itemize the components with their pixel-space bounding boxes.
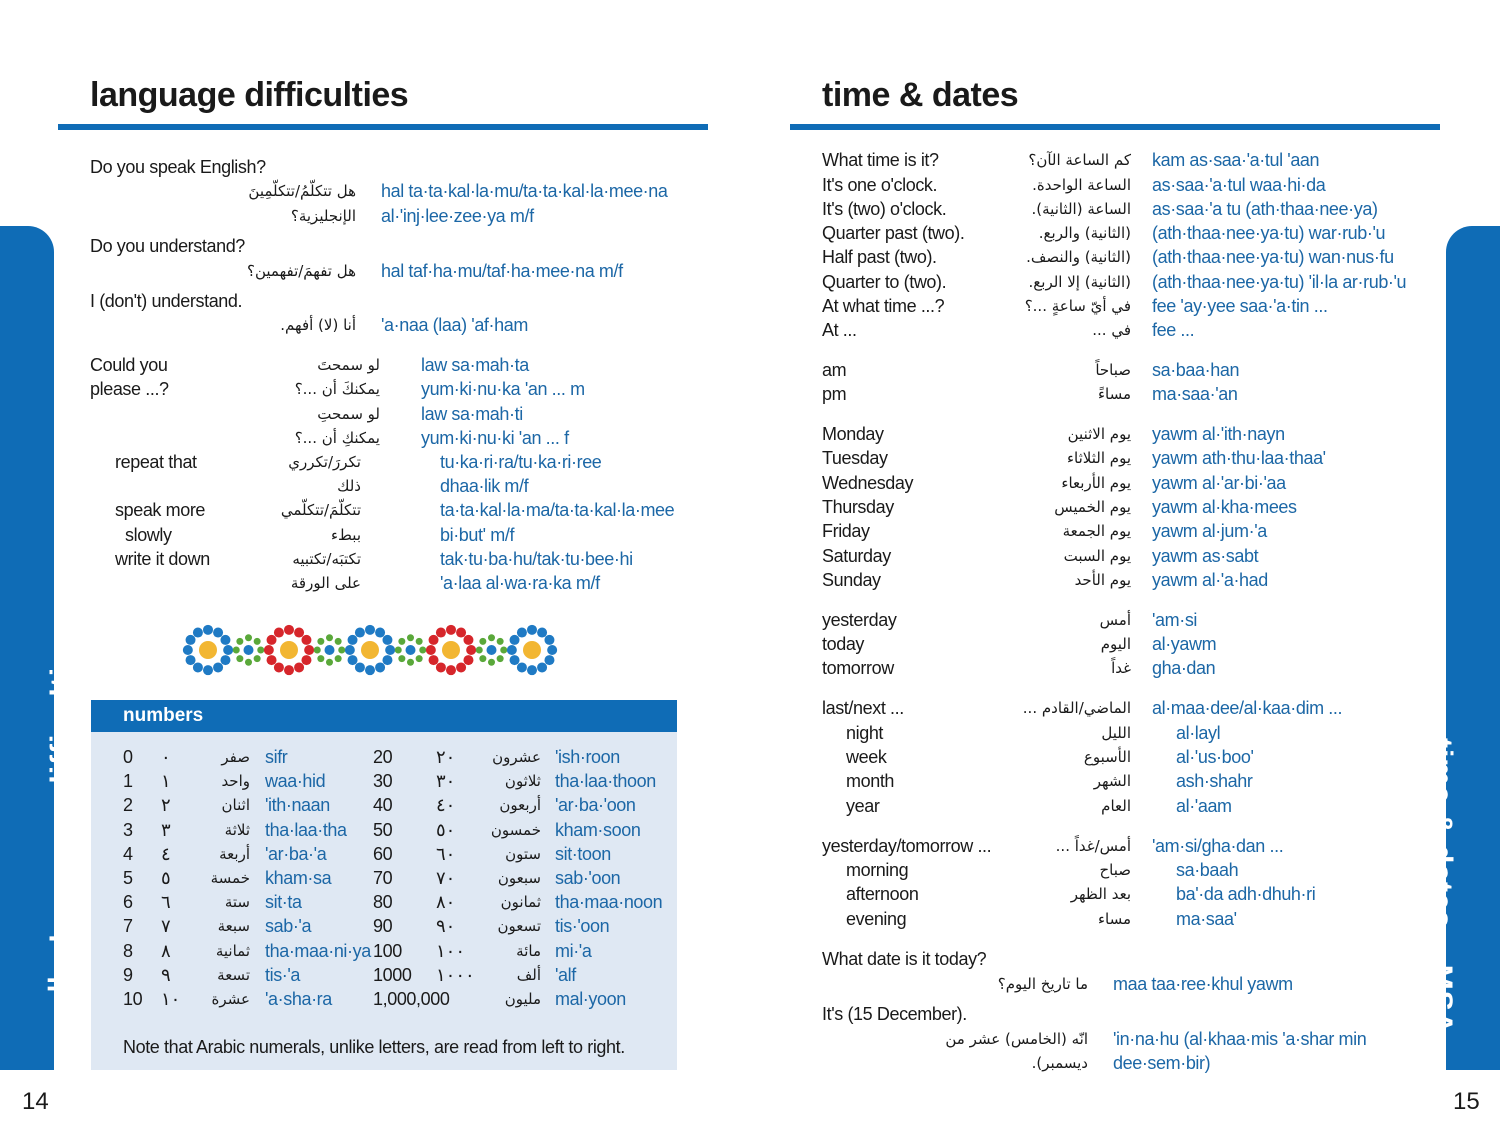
phrase-transliteration: as·saa·'a tu (ath·thaa·nee·ya) [1152,199,1378,219]
phrase-arabic: يوم الخميس [1054,498,1131,516]
phrase-transliteration: 'a·laa al·wa·ra·ka m/f [440,573,600,593]
phrase-transliteration: yum·ki·nu·ki 'an ... f [421,428,569,448]
ornament-rosette [426,625,476,675]
phrase-arabic: يوم الأربعاء [1061,474,1131,492]
phrase-english: week [846,747,887,767]
phrase-arabic: أمس/غداً ... [1055,837,1131,855]
phrase-transliteration: 'a·naa (laa) 'af·ham [381,315,528,335]
phrase-arabic: يوم الجمعة [1062,522,1131,540]
number-word-arabic: تسعة [217,965,250,984]
phrase-english: It's (15 December). [822,1004,967,1024]
phrase-transliteration: yawm ath·thu·laa·thaa' [1152,448,1326,468]
arabic-numeral: ٦ [161,892,171,913]
phrase-english: yesterday [822,610,897,630]
arabic-numeral: ٩ [161,964,171,985]
phrase-english: afternoon [846,884,919,904]
phrase-transliteration: bi·but' m/f [440,525,515,545]
phrase-arabic: اليوم [1100,635,1131,653]
phrase-transliteration: dee·sem·bir) [1113,1053,1211,1073]
phrase-arabic: هل تتكلّمُ/تتكلّمِينَ [248,182,356,200]
phrase-transliteration: law sa·mah·ti [421,404,523,424]
ornament-rosette [476,634,507,665]
phrase-transliteration: tu·ka·ri·ra/tu·ka·ri·ree [440,452,602,472]
phrase-arabic: هل تفهمَ/تفهمين؟ [246,262,356,280]
phrase-arabic: الماضي/القادم ... [1022,699,1131,717]
phrase-arabic: مساء [1097,910,1131,928]
phrase-arabic: ما تاريخ اليوم؟ [997,975,1088,993]
phrase-english: Saturday [822,546,891,566]
phrase-transliteration: yawm al·'a·had [1152,570,1268,590]
phrase-arabic: أنا (لا) أفهم. [280,316,356,334]
arabic-numeral: ٥٠ [436,819,456,840]
phrase-arabic: تتكلّمَ/تتكلّمي [280,501,361,519]
phrase-english: night [846,723,884,743]
page-title-left: language difficulties [90,76,409,114]
tab-label: العربية – language difficulties [45,631,78,1058]
number-digit: 8 [123,940,133,961]
number-transliteration: waa·hid [265,771,326,792]
ornament-rosette [264,625,314,675]
phrase-english: Quarter past (two). [822,223,965,243]
number-digit: 80 [373,892,393,913]
phrase-english: tomorrow [822,658,894,678]
number-transliteration: 'alf [555,964,576,985]
ornament-rosette [507,625,557,675]
phrase-arabic: انّه (الخامس) عشر من [945,1030,1088,1048]
number-transliteration: kham·soon [555,819,641,840]
phrase-arabic: الإنجليزية؟ [290,207,356,225]
number-digit: 70 [373,868,393,888]
number-word-arabic: سبعة [217,917,250,936]
arabic-numeral: ٣٠ [436,771,456,792]
phrase-transliteration: yawm al·kha·mees [1152,497,1297,517]
phrase-arabic: تكتبَه/تكتبيه [292,550,361,568]
number-word-arabic: مليون [504,990,541,1008]
phrase-arabic: تكررَ/تكرري [288,453,361,471]
number-digit: 6 [123,892,133,913]
phrase-english: At what time ...? [822,296,945,316]
phrase-arabic: الليل [1101,724,1131,742]
phrase-transliteration: yawm al·'ith·nayn [1152,424,1285,444]
phrase-transliteration: ta·ta·kal·la·ma/ta·ta·kal·la·mee [440,500,675,520]
arabic-numeral: ٦٠ [436,843,456,864]
number-word-arabic: واحد [221,772,250,791]
phrase-arabic: يمكنكِ أن ...؟ [294,429,380,447]
ornament-border [178,618,563,682]
phrase-transliteration: fee 'ay·yee saa·'a·tin ... [1152,296,1328,316]
phrase-transliteration: al·'aam [1176,796,1232,816]
number-transliteration: tis·'a [265,964,301,985]
number-digit: 1 [123,771,133,792]
section-tab-left[interactable] [0,226,78,1070]
number-word-arabic: عشرة [211,990,250,1008]
phrase-transliteration: maa taa·ree·khul yawm [1113,974,1293,994]
number-digit: 0 [123,747,133,767]
phrase-transliteration: kam as·saa·'a·tul 'aan [1152,150,1320,170]
phrase-transliteration: sa·baa·han [1152,360,1240,380]
arabic-numeral: ١٠٠٠ [436,964,475,985]
number-digit: 90 [373,916,393,937]
phrase-transliteration: yawm as·sabt [1152,546,1259,566]
number-transliteration: 'a·sha·ra [265,989,332,1009]
phrase-english: evening [846,909,907,929]
phrase-arabic: يوم الثلاثاء [1067,449,1131,467]
phrase-transliteration: yawm al·'ar·bi·'aa [1152,473,1286,493]
phrase-transliteration: al·layl [1176,723,1221,743]
phrase-english: Half past (two). [822,247,937,267]
page-number: 15 [1453,1088,1480,1115]
phrase-arabic: في ... [1092,321,1131,339]
phrase-arabic: ديسمبر). [1031,1054,1088,1072]
phrase-english: am [822,360,847,380]
phrase-transliteration: sa·baah [1176,860,1239,880]
numbers-header: numbers [91,700,677,732]
phrase-arabic: على الورقة [290,574,361,592]
number-word-arabic: أربعون [499,796,541,815]
phrase-english: I (don't) understand. [90,291,243,311]
phrase-english: Thursday [822,497,894,517]
phrase-english: Monday [822,424,884,444]
phrase-transliteration: ma·saa' [1176,909,1237,929]
phrase-arabic: كم الساعة الآن؟ [1028,151,1131,169]
number-word-arabic: خمسة [210,869,250,887]
phrase-arabic: لو سمحتِ [317,405,380,423]
number-digit: 4 [123,843,133,864]
arabic-numeral: ٧ [161,916,171,937]
number-word-arabic: ستون [505,844,541,863]
phrase-transliteration: ma·saa·'an [1152,384,1238,404]
number-transliteration: sifr [265,747,288,767]
phrase-transliteration: 'in·na·hu (al·khaa·mis 'a·shar min [1113,1029,1367,1049]
number-digit: 2 [123,795,133,816]
phrase-english: month [846,771,895,791]
phrase-transliteration: 'am·si [1152,610,1198,630]
number-transliteration: 'ish·roon [555,747,620,767]
phrase-english: Sunday [822,570,881,590]
number-transliteration: tha·maa·ni·ya [265,940,371,961]
phrase-transliteration: al·'inj·lee·zee·ya m/f [381,206,534,226]
phrase-english: repeat that [115,452,197,472]
phrase-transliteration: tak·tu·ba·hu/tak·tu·bee·hi [440,549,633,569]
number-transliteration: sab·'oon [555,868,621,888]
arabic-numeral: ٣ [161,819,171,840]
page-number: 14 [22,1088,49,1115]
ornament-rosette [395,634,426,665]
number-transliteration: kham·sa [265,868,332,888]
phrase-transliteration: hal taf·ha·mu/taf·ha·mee·na m/f [381,261,623,281]
phrase-english: Tuesday [822,448,888,468]
numbers-note: Note that Arabic numerals, unlike letters, are read from left to right. [123,1037,625,1057]
ornament-rosette [233,634,264,665]
phrase-arabic: (الثانية) والنصف. [1026,248,1131,266]
phrase-english: Could you [90,355,168,375]
arabic-numeral: ٢٠ [436,747,456,767]
phrase-transliteration: fee ... [1152,320,1195,340]
number-digit: 3 [123,819,133,840]
number-transliteration: tha·laa·tha [265,819,347,840]
number-word-arabic: ثمانون [500,893,541,912]
phrase-transliteration: (ath·thaa·nee·ya·tu) wan·nus·fu [1152,247,1394,267]
number-word-arabic: اثنان [221,796,250,815]
phrase-english: Do you speak English? [90,157,266,177]
phrase-english: At ... [822,320,857,340]
phrase-arabic: يوم الاثنين [1067,425,1131,443]
phrase-arabic: أمس [1099,611,1131,629]
phrase-english: Wednesday [822,473,914,493]
phrase-english: Friday [822,521,870,541]
phrase-arabic: (الثانية) إلا الربع. [1028,273,1131,291]
phrase-arabic: يوم السبت [1063,547,1131,565]
phrase-arabic: صباحاً [1095,361,1131,379]
phrase-arabic: لو سمحتَ [317,356,380,374]
phrase-arabic: مساءً [1097,385,1131,403]
phrase-english: slowly [125,525,172,545]
number-transliteration: mi·'a [555,940,592,961]
phrase-transliteration: hal ta·ta·kal·la·mu/ta·ta·kal·la·mee·na [381,181,668,201]
number-word-arabic: خمسون [490,820,541,839]
number-word-arabic: مائة [516,941,541,960]
ornament-rosette [314,634,345,665]
arabic-numeral: ٨٠ [436,892,456,913]
ornament-rosette [345,625,395,675]
numbers-box [91,700,677,1070]
phrase-arabic: العام [1101,797,1131,815]
phrase-english: year [846,796,880,816]
arabic-numeral: ١٠٠ [436,940,466,961]
number-digit: 40 [373,795,393,816]
phrase-english: What date is it today? [822,949,987,969]
number-transliteration: tha·maa·noon [555,892,663,913]
arabic-numeral: ٥ [161,868,171,888]
phrase-english: It's one o'clock. [822,175,938,195]
phrase-english: pm [822,384,847,404]
number-word-arabic: ثمانية [215,941,250,960]
phrase-english: speak more [115,500,206,520]
title-rule [58,124,708,130]
phrase-arabic: الساعة (الثانية). [1031,200,1131,218]
phrase-english: What time is it? [822,150,939,170]
number-word-arabic: تسعون [497,917,541,936]
number-transliteration: 'ith·naan [265,795,330,816]
phrase-arabic: بعد الظهر [1070,885,1131,903]
number-transliteration: tis·'oon [555,916,610,937]
number-transliteration: 'ar·ba·'a [265,843,327,864]
phrase-arabic: ببطء [331,526,361,544]
phrase-transliteration: (ath·thaa·nee·ya·tu) war·rub·'u [1152,223,1386,243]
number-digit: 20 [373,747,393,767]
title-rule [790,124,1440,130]
number-digit: 50 [373,819,393,840]
arabic-numeral: ٧٠ [436,868,456,888]
number-transliteration: mal·yoon [555,989,626,1009]
number-transliteration: 'ar·ba·'oon [555,795,636,816]
phrase-english: morning [846,860,909,880]
number-word-arabic: سبعون [497,869,541,887]
phrase-transliteration: ba'·da adh·dhuh·ri [1176,884,1316,904]
number-word-arabic: عشرون [492,748,541,766]
phrase-arabic: ذلك [337,477,361,495]
phrase-arabic: يمكنكَ أن ...؟ [294,380,380,398]
number-digit: 1,000,000 [373,989,450,1009]
number-word-arabic: ثلاثة [224,820,250,839]
number-word-arabic: ألف [516,965,541,984]
phrase-transliteration: law sa·mah·ta [421,355,529,375]
phrase-english: Do you understand? [90,236,245,256]
arabic-numeral: ٤ [161,843,171,864]
number-digit: 7 [123,916,133,937]
phrase-english: write it down [115,549,210,569]
phrase-arabic: غداً [1111,659,1131,677]
phrase-english: Quarter to (two). [822,272,947,292]
phrase-arabic: الشهر [1093,772,1131,790]
number-digit: 9 [123,964,133,985]
phrase-transliteration: yum·ki·nu·ka 'an ... m [421,379,585,399]
number-word-arabic: ستة [224,893,250,912]
arabic-numeral: ١٠ [161,989,181,1009]
phrase-english: It's (two) o'clock. [822,199,947,219]
phrase-transliteration: al·'us·boo' [1176,747,1254,767]
number-digit: 30 [373,771,393,792]
number-transliteration: tha·laa·thoon [555,771,656,792]
number-digit: 10 [123,989,143,1009]
number-transliteration: sit·toon [555,843,611,864]
number-transliteration: sab·'a [265,916,312,937]
phrase-transliteration: 'am·si/gha·dan ... [1152,836,1284,856]
number-digit: 5 [123,868,133,888]
phrase-transliteration: dhaa·lik m/f [440,476,529,496]
arabic-numeral: ٠ [161,747,171,767]
page-title-right: time & dates [822,76,1019,114]
phrase-english: yesterday/tomorrow ... [822,836,992,856]
phrase-transliteration: al·yawm [1152,634,1217,654]
arabic-numeral: ١ [161,771,171,792]
number-digit: 1000 [373,964,412,985]
phrase-transliteration: al·maa·dee/al·kaa·dim ... [1152,698,1343,718]
number-transliteration: sit·ta [265,892,302,913]
phrase-english: today [822,634,865,654]
arabic-numeral: ٨ [161,940,171,961]
phrase-transliteration: gha·dan [1152,658,1216,678]
arabic-numeral: ٢ [161,795,171,816]
phrase-transliteration: as·saa·'a·tul waa·hi·da [1152,175,1326,195]
arabic-numeral: ٤٠ [436,795,456,816]
number-digit: 100 [373,940,402,961]
section-tab-right[interactable] [1425,226,1500,1070]
ornament-rosette [183,625,233,675]
number-digit: 60 [373,843,393,864]
phrase-arabic: الأسبوع [1083,748,1131,766]
phrase-english: last/next ... [822,698,904,718]
phrase-arabic: (الثانية) والربع. [1038,224,1131,242]
phrase-transliteration: ash·shahr [1176,771,1253,791]
arabic-numeral: ٩٠ [436,916,456,937]
number-word-arabic: ثلاثون [504,772,541,791]
phrase-transliteration: (ath·thaa·nee·ya·tu) 'il·la ar·rub·'u [1152,272,1407,292]
phrase-arabic: صباح [1099,861,1131,879]
phrase-transliteration: yawm al·jum·'a [1152,521,1267,541]
phrase-arabic: في أيّ ساعةٍ ...؟ [1024,297,1131,315]
number-word-arabic: أربعة [219,844,250,863]
tab-label: time & dates – MSA [1425,738,1458,1035]
phrase-arabic: يوم الأحد [1074,571,1131,589]
number-word-arabic: صفر [221,748,250,766]
phrase-arabic: الساعة الواحدة. [1032,176,1131,194]
phrase-english: please ...? [90,379,169,399]
